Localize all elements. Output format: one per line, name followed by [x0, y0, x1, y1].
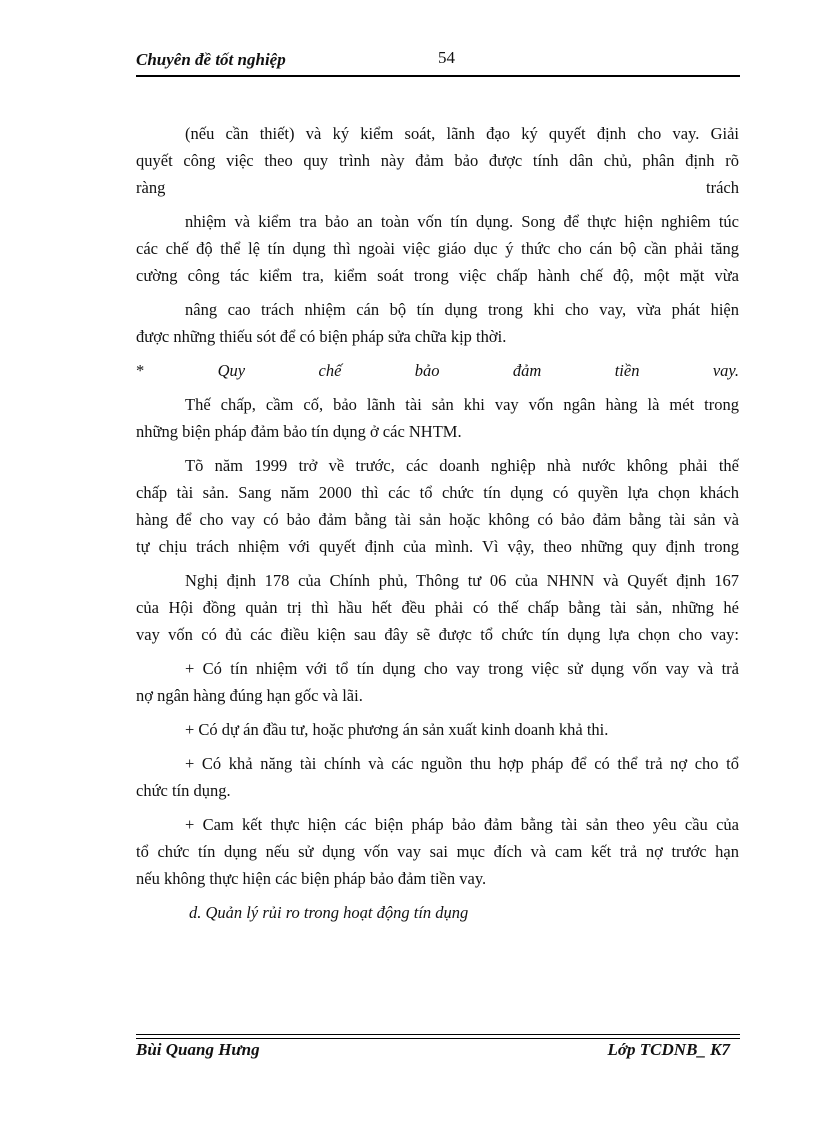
- list-item: [136, 716, 739, 743]
- text-line: nợ ngân hàng đúng hạn gốc và lãi.: [136, 686, 363, 705]
- text-fragment: trách: [706, 178, 739, 197]
- text-line: Tõ năm 1999 trở về trước, các doanh nghiệp nhà nước không phải thế: [185, 456, 739, 475]
- text-line: của Hội đồng quản trị thì hầu hết đều phải có thế chấp bằng tài sản, những hé: [136, 598, 739, 617]
- list-item: [136, 655, 739, 709]
- paragraph: [136, 567, 739, 648]
- text-line: những biện pháp đảm bảo tín dụng ở các NHTM.: [136, 422, 462, 441]
- heading-word: tiền: [614, 361, 640, 380]
- paragraph: [136, 296, 739, 350]
- heading-word: vay.: [712, 361, 739, 380]
- paragraph: [136, 391, 739, 445]
- footer-author: Bùi Quang Hưng: [136, 1040, 260, 1059]
- text-line: quyết công việc theo quy trình này đảm bảo được tính dân chủ, phân định rõ: [136, 151, 739, 170]
- text-line: hàng để cho vay có bảo đảm bằng tài sản hoặc không có bảo đảm bằng tài sản và: [136, 510, 739, 529]
- header-divider: [136, 75, 740, 77]
- text-fragment: ràng: [136, 178, 166, 197]
- text-line: chức tín dụng.: [136, 781, 231, 800]
- text-line: + Có khả năng tài chính và các nguồn thu hợp pháp để có thể trả nợ cho tổ: [185, 754, 739, 773]
- text-line: tự chịu trách nhiệm với quyết định của mình. Vì vậy, theo những quy định trong: [136, 537, 739, 556]
- header-title: Chuyên đề tốt nghiệp: [136, 50, 286, 69]
- text-line: [136, 174, 739, 201]
- text-line: chấp tài sản. Sang năm 2000 thì các tổ chức tín dụng có quyền lựa chọn khách: [136, 483, 739, 502]
- list-item: [136, 750, 739, 804]
- text-line: nâng cao trách nhiệm cán bộ tín dụng trong khi cho vay, vừa phát hiện: [185, 300, 739, 319]
- paragraph: [136, 208, 739, 289]
- paragraph: [136, 452, 739, 560]
- text-line: (nếu cần thiết) và ký kiểm soát, lãnh đạo ký quyết định cho vay. Giải: [185, 124, 739, 143]
- text-line: nhiệm và kiểm tra bảo an toàn vốn tín dụng. Song để thực hiện nghiêm túc: [185, 212, 739, 231]
- footer-divider: [136, 1034, 740, 1035]
- paragraph: [136, 120, 739, 201]
- text-line: Nghị định 178 của Chính phủ, Thông tư 06 của NHNN và Quyết định 167: [185, 571, 739, 590]
- text-line: các chế độ thể lệ tín dụng thì ngoài việc giáo dục ý thức cho cán bộ cần phải tăng: [136, 239, 739, 258]
- heading-word: đảm: [512, 361, 542, 380]
- bullet-marker: *: [136, 361, 145, 380]
- text-line: được những thiếu sót để có biện pháp sửa chữa kịp thời.: [136, 327, 507, 346]
- text-line: + Cam kết thực hiện các biện pháp bảo đảm bằng tài sản theo yêu cầu của: [185, 815, 739, 834]
- text-line: nếu không thực hiện các biện pháp bảo đảm tiền vay.: [136, 869, 487, 888]
- footer-divider: [136, 1038, 740, 1039]
- text-line: + Có tín nhiệm với tổ tín dụng cho vay trong việc sử dụng vốn vay và trả: [185, 659, 739, 678]
- page-header: [136, 48, 740, 74]
- heading-word: Quy: [217, 361, 246, 380]
- subsection-heading: d. Quản lý rủi ro trong hoạt động tín dụng: [189, 903, 469, 922]
- text-line: vay vốn có đủ các điều kiện sau đây sẽ được tổ chức tín dụng lựa chọn cho vay:: [136, 625, 739, 644]
- text-line: tổ chức tín dụng nếu sử dụng vốn vay sai mục đích và cam kết trả nợ trước hạn: [136, 842, 739, 861]
- text-line: + Có dự án đầu tư, hoặc phương án sản xuất kinh doanh khả thi.: [185, 720, 609, 739]
- text-line: Thế chấp, cầm cố, bảo lãnh tài sản khi vay vốn ngân hàng là mét trong: [185, 395, 739, 414]
- document-body: [136, 120, 739, 926]
- section-heading: [136, 357, 739, 384]
- text-line: cường công tác kiểm tra, kiểm soát trong việc chấp hành chế độ, một mặt vừa: [136, 266, 739, 285]
- heading-word: bảo: [414, 361, 440, 380]
- page-number: 54: [438, 48, 455, 67]
- list-item: [136, 811, 739, 892]
- footer-class: Lớp TCDNB_ K7: [607, 1040, 730, 1059]
- heading-word: chế: [318, 361, 342, 380]
